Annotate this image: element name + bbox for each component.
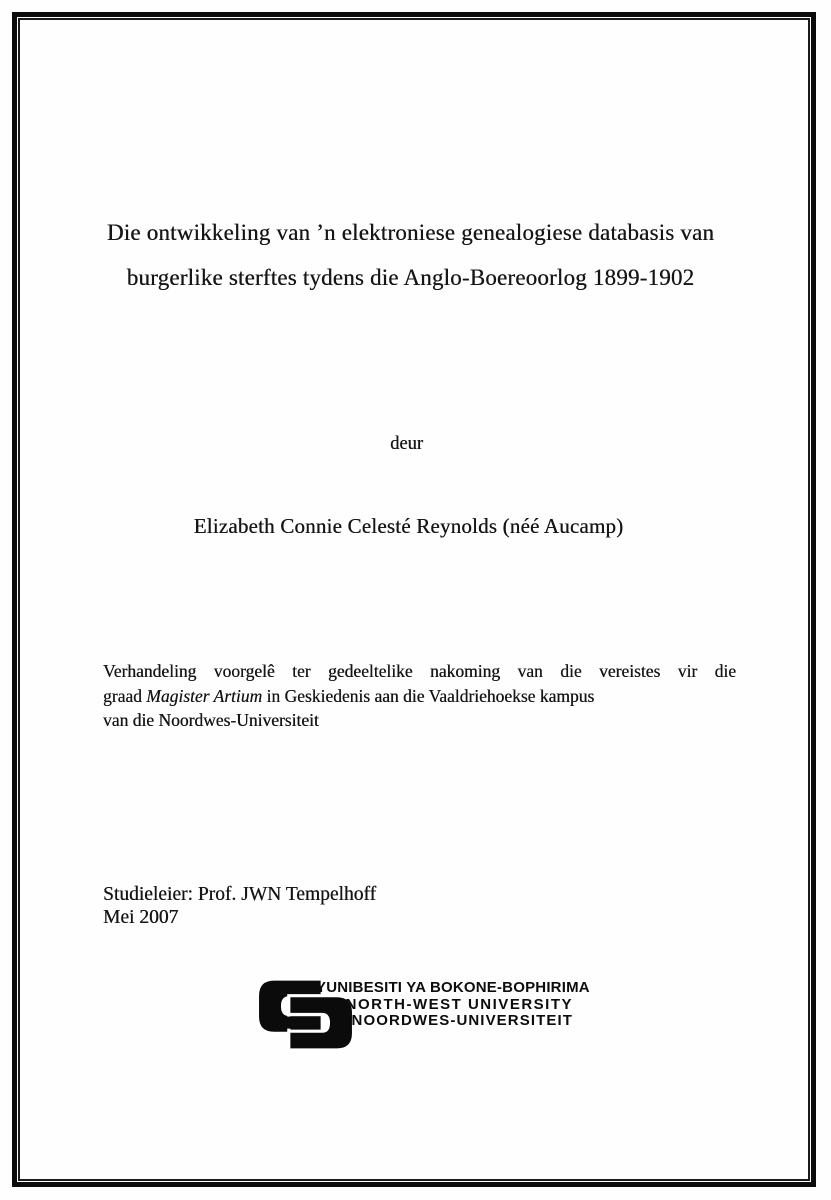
declaration-line1: Verhandeling voorgelê ter gedeeltelike nakoming van die vereistes vir die [103,661,736,681]
university-logo-wordmark [316,979,590,1030]
degree-name-italic: Magister Artium [146,685,263,706]
declaration-line2-suffix: in Geskiedenis aan die Vaaldriehoekse kampus [262,685,595,706]
logo-text-afrikaans: NOORDWES-UNIVERSITEIT [351,1012,573,1029]
author-name: Elizabeth Connie Celesté Reynolds (néé Aucamp) [193,514,624,538]
declaration-line2 [103,684,736,709]
date-line: Mei 2007 [103,907,179,928]
byline-preposition: deur [390,434,423,454]
declaration-line2-prefix: graad [103,685,147,706]
supervisor-line: Studieleier: Prof. JWN Tempelhoff [103,884,377,905]
logo-text-english: NORTH-WEST UNIVERSITY [345,995,573,1013]
thesis-title [0,210,821,300]
supervisor-block [103,883,376,929]
chain-link-thread [285,1017,316,1029]
thesis-title-line1: Die ontwikkeling van ’n elektroniese genealogiese databasis van [106,220,715,245]
declaration-line3: van die Noordwes-Universiteit [103,710,319,730]
logo-text-setswana: YUNIBESITI YA BOKONE-BOPHIRIMA [316,979,590,996]
thesis-title-line2: burgerlike sterftes tydens die Anglo-Boereoorlog 1899-1902 [126,265,695,290]
degree-declaration [103,659,736,733]
